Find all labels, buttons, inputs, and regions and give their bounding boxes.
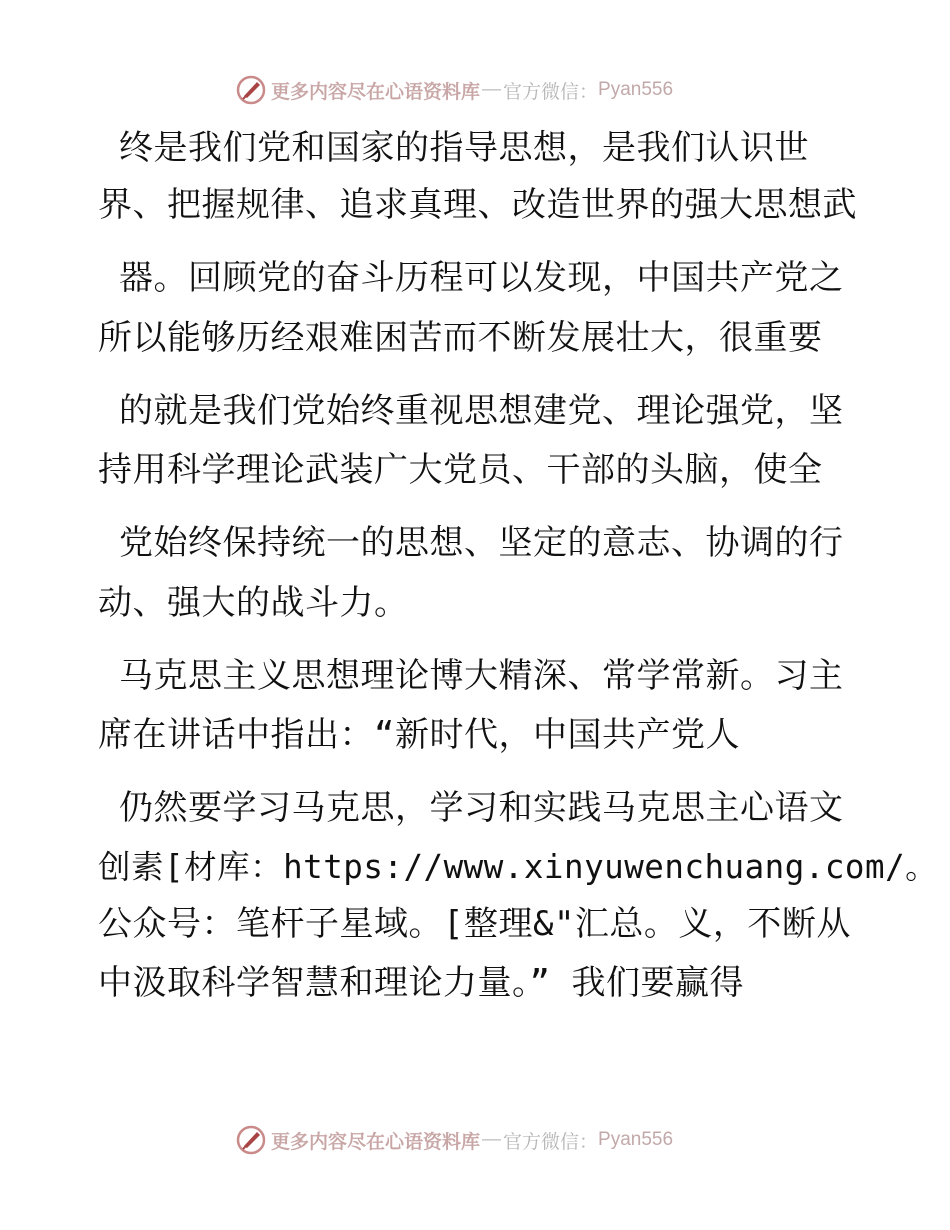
quill-seal-icon [235,1124,267,1156]
body-line: 席在讲话中指出：“新时代，中国共产党人 [98,715,740,755]
watermark-wechat-id: Pyan556 [598,1129,674,1150]
watermark-wechat-id: Pyan556 [598,79,674,100]
watermark-wechat-label: 官方微信： [503,80,599,103]
watermark-text: 更多内容尽在心语资料库 [271,1130,481,1153]
watermark-dash: — [482,79,502,100]
body-line: 党始终保持统一的思想、坚定的意志、协调的行 [98,523,844,563]
body-line: 终是我们党和国家的指导思想，是我们认识世 [98,128,809,168]
body-line: 所以能够历经艰难困苦而不断发展壮大，很重要 [98,318,823,358]
body-line: 动、强大的战斗力。 [98,583,409,623]
body-line: 界、把握规律、追求真理、改造世界的强大思想武 [98,185,857,225]
body-line: 公众号：笔杆子星域。[整理&"汇总。义，不断从 [98,904,851,944]
body-line: 中汲取科学智慧和理论力量。” 我们要赢得 [98,963,744,1003]
footer-watermark [235,1123,673,1157]
quill-seal-icon [235,74,267,106]
body-line: 的就是我们党始终重视思想建党、理论强党，坚 [98,391,844,431]
body-line: 持用科学理论武装广大党员、干部的头脑，使全 [98,450,823,490]
body-line: 马克思主义思想理论博大精深、常学常新。习主 [98,656,844,696]
watermark-wechat-label: 官方微信： [503,1130,599,1153]
body-line: 仍然要学习马克思，学习和实践马克思主心语文 [98,788,844,828]
header-watermark [235,73,673,107]
watermark-dash: — [482,1129,502,1150]
body-line: 创素[材库：https://www.xinyuwenchuang.com/。 [98,848,939,886]
watermark-text: 更多内容尽在心语资料库 [271,80,481,103]
body-line: 器。回顾党的奋斗历程可以发现，中国共产党之 [98,258,844,298]
